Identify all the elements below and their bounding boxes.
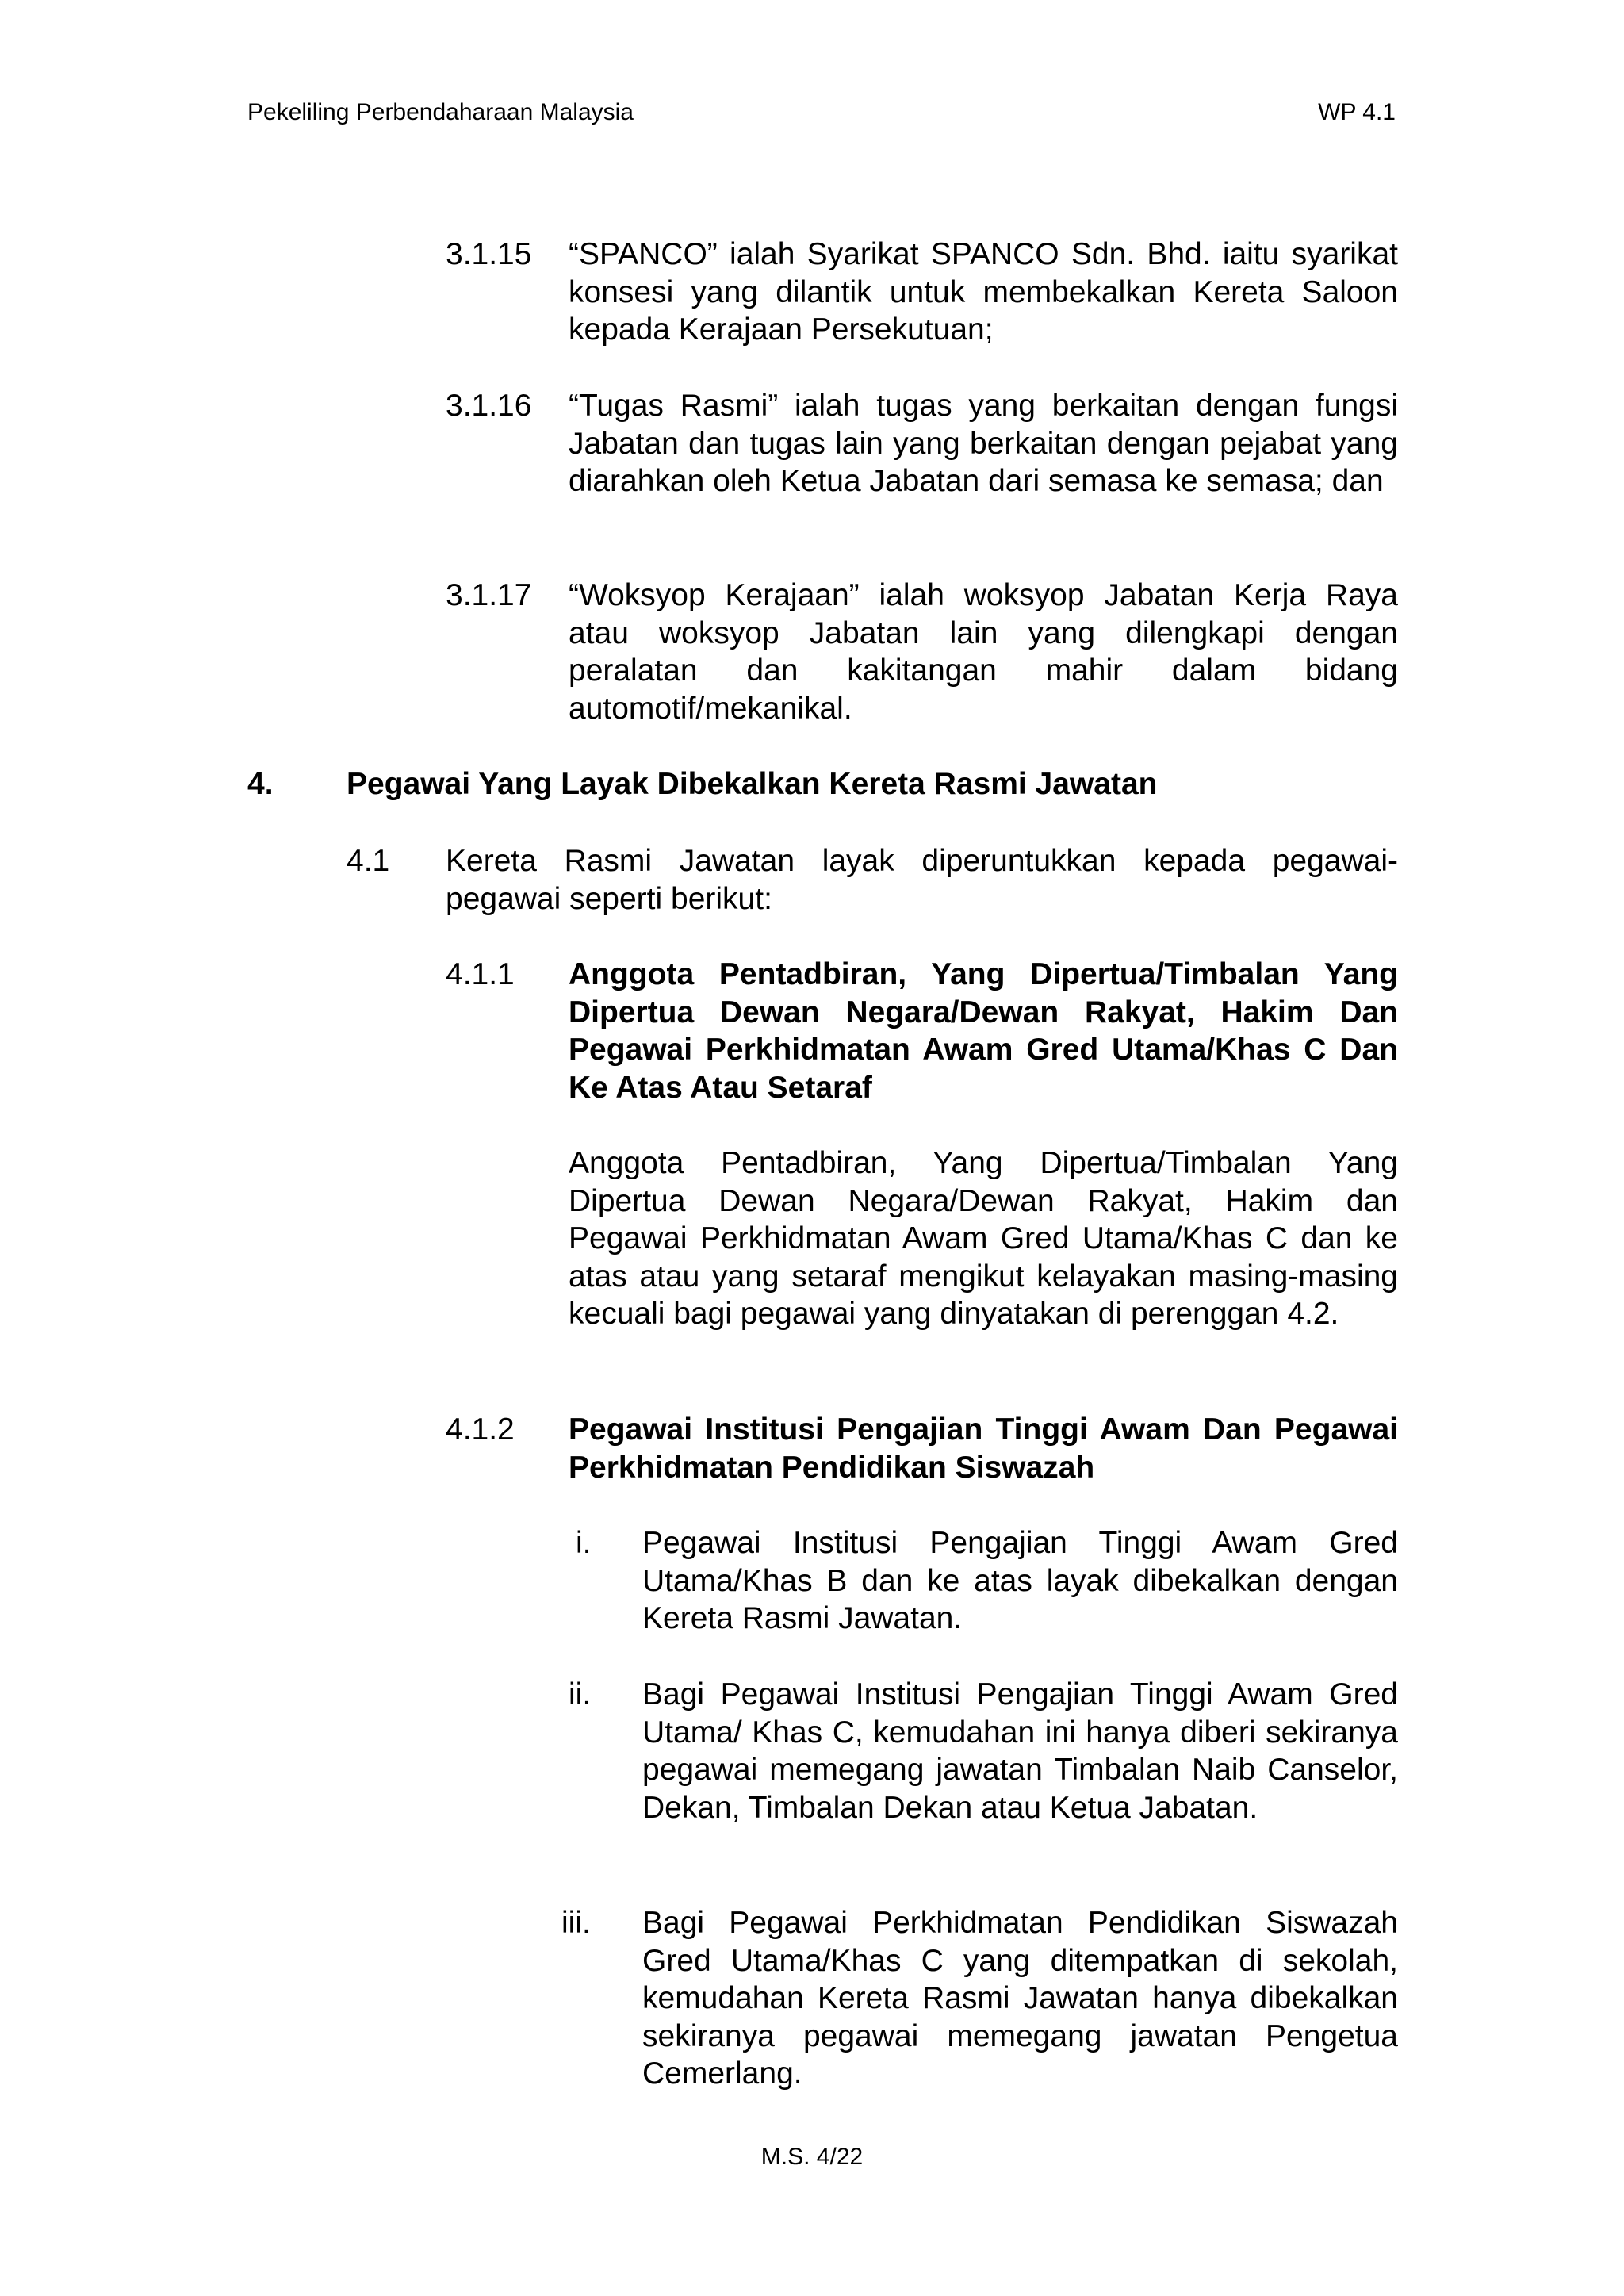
- list-item-text: Bagi Pegawai Institusi Pengajian Tinggi Awam Gred Utama/ Khas C, kemudahan ini hanya diberi sekiranya pegawai memegang jawatan Timbalan Naib Canselor, Dekan, Timbalan Dekan atau Ketua Jabatan.: [642, 1677, 1398, 1825]
- definition-text: “Woksyop Kerajaan” ialah woksyop Jabatan Kerja Raya atau woksyop Jabatan lain yang dilengkapi dengan peralatan dan kakitangan mahir dalam bidang automotif/mekanikal.: [569, 578, 1398, 726]
- header-title: Pekeliling Perbendaharaan Malaysia: [247, 99, 634, 125]
- definition-text: “Tugas Rasmi” ialah tugas yang berkaitan dengan fungsi Jabatan dan tugas lain yang berkaitan dengan pejabat yang diarahkan oleh Ketua Jabatan dari semasa ke semasa; dan: [569, 389, 1398, 498]
- subparagraph-heading: Pegawai Institusi Pengajian Tinggi Awam Dan Pegawai Perkhidmatan Pendidikan Siswazah: [569, 1412, 1398, 1485]
- definition-number: 3.1.17: [446, 578, 532, 612]
- section-title: Pegawai Yang Layak Dibekalkan Kereta Rasmi Jawatan: [347, 767, 1158, 801]
- subparagraph-heading: Anggota Pentadbiran, Yang Dipertua/Timbalan Yang Dipertua Dewan Negara/Dewan Rakyat, Hakim Dan Pegawai Perkhidmatan Awam Gred Utama/Khas C Dan Ke Atas Atau Setaraf: [569, 957, 1398, 1105]
- paragraph-text: Kereta Rasmi Jawatan layak diperuntukkan kepada pegawai-pegawai seperti berikut:: [446, 844, 1398, 916]
- definition-text: “SPANCO” ialah Syarikat SPANCO Sdn. Bhd. iaitu syarikat konsesi yang dilantik untuk membekalkan Kereta Saloon kepada Kerajaan Persekutuan;: [569, 237, 1398, 347]
- paragraph-number: 4.1: [347, 844, 390, 878]
- list-item-text: Bagi Pegawai Perkhidmatan Pendidikan Siswazah Gred Utama/Khas C yang ditempatkan di sekolah, kemudahan Kereta Rasmi Jawatan hanya dibekalkan sekiranya pegawai memegang jawatan Pengetua Cemerlang.: [642, 1906, 1398, 2091]
- definition-number: 3.1.16: [446, 389, 532, 423]
- definition-number: 3.1.15: [446, 237, 532, 271]
- subparagraph-number: 4.1.1: [446, 957, 515, 991]
- section-number: 4.: [247, 767, 274, 801]
- page-number: M.S. 4/22: [760, 2144, 864, 2170]
- list-item-marker: i.: [576, 1526, 592, 1560]
- list-item-marker: ii.: [569, 1677, 592, 1711]
- subparagraph-number: 4.1.2: [446, 1412, 515, 1447]
- subparagraph-body: Anggota Pentadbiran, Yang Dipertua/Timbalan Yang Dipertua Dewan Negara/Dewan Rakyat, Hakim dan Pegawai Perkhidmatan Awam Gred Utama/Khas C dan ke atas atau yang setaraf mengikut kelayakan masing-masing kecuali bagi pegawai yang dinyatakan di perenggan 4.2.: [569, 1146, 1398, 1331]
- list-item-marker: iii.: [561, 1906, 591, 1940]
- header-code: WP 4.1: [1318, 99, 1396, 125]
- list-item-text: Pegawai Institusi Pengajian Tinggi Awam Gred Utama/Khas B dan ke atas layak dibekalkan dengan Kereta Rasmi Jawatan.: [642, 1526, 1398, 1635]
